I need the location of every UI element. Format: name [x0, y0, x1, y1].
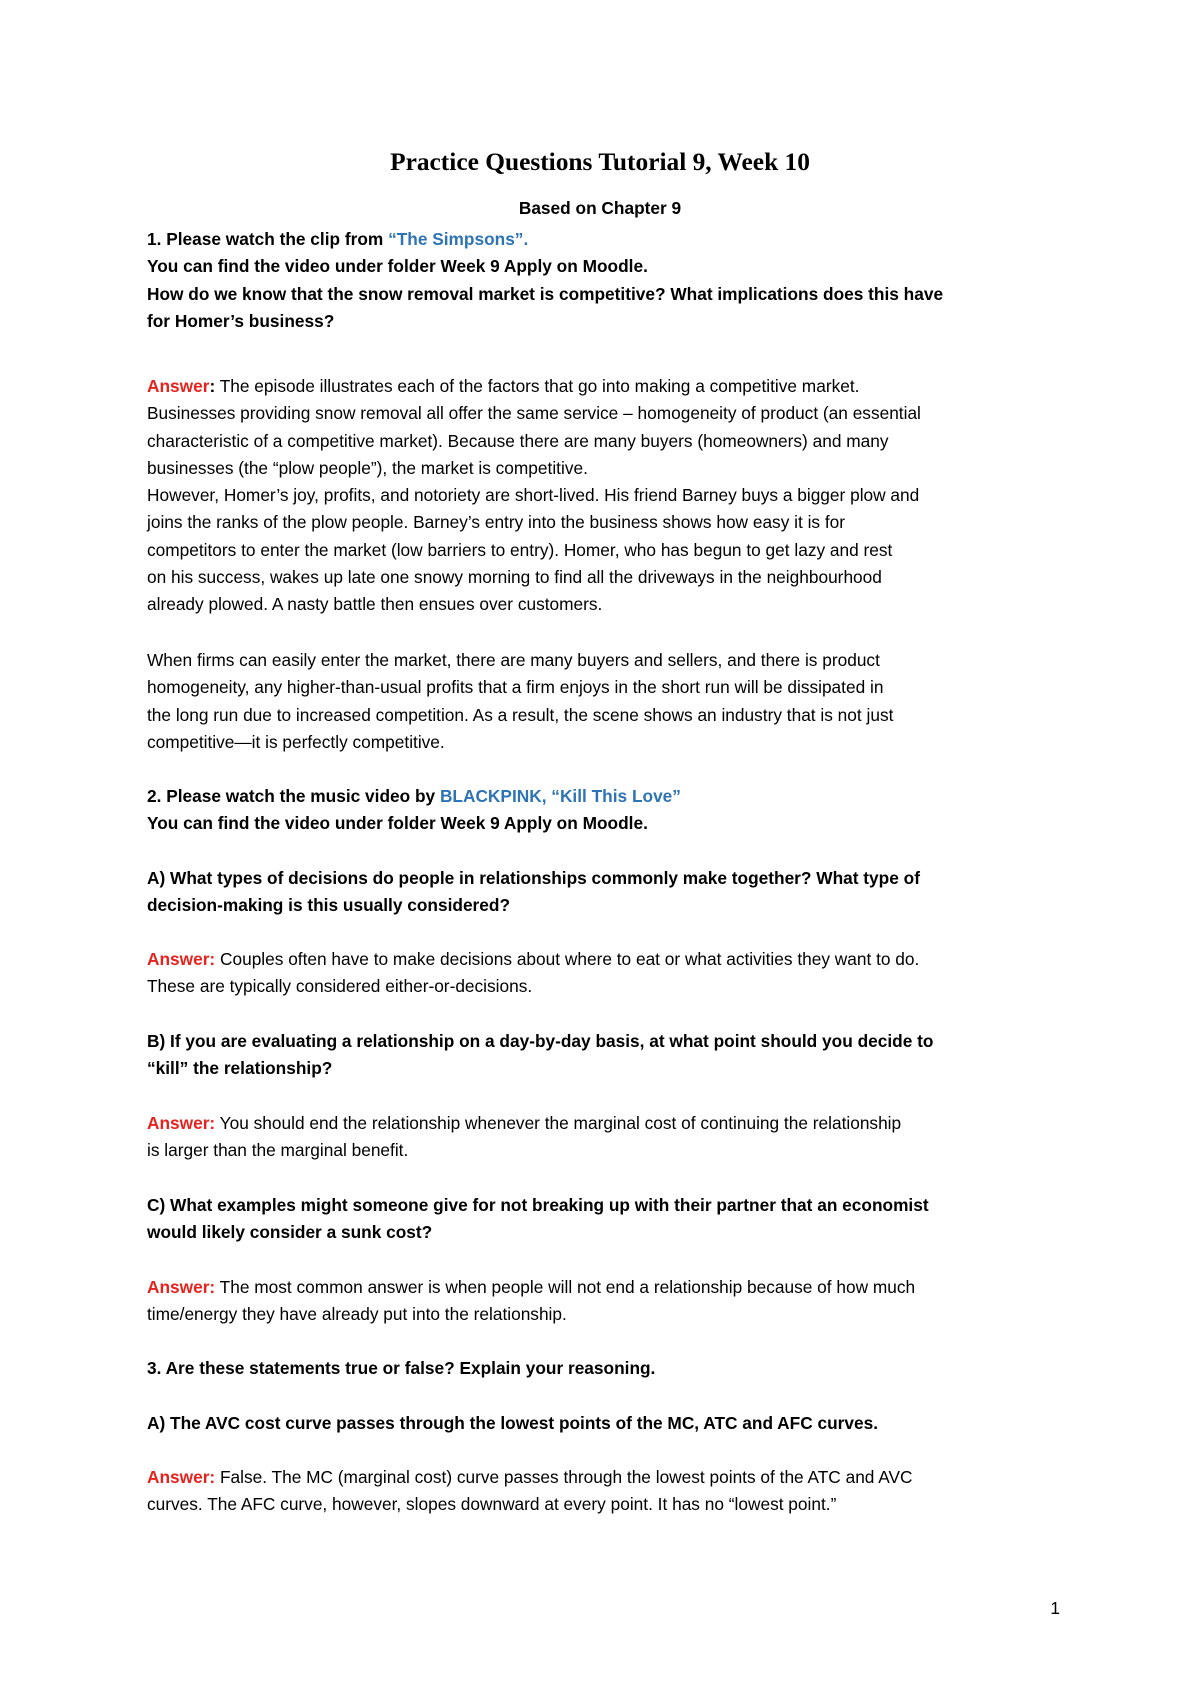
question-1: [147, 226, 1067, 335]
answer-3a: [147, 1464, 1067, 1519]
answer-label: Answer: [147, 376, 210, 396]
answer-line: [147, 1464, 1067, 1491]
blackpink-link[interactable]: BLACKPINK, “Kill This Love”: [439, 786, 681, 806]
question-3: [147, 1355, 1067, 1382]
answer-text: The episode illustrates each of the factors that go into making a competitive market.: [215, 376, 860, 396]
question-1-line: [147, 226, 1067, 253]
answer-text: Couples often have to make decisions about where to eat or what activities they want to do.: [215, 949, 920, 969]
answer-2c: [147, 1274, 1067, 1329]
answer-text: You should end the relationship whenever the marginal cost of continuing the relationship: [215, 1113, 902, 1133]
answer-text: competitive—it is perfectly competitive.: [147, 731, 445, 752]
question-1-text: 1. Please watch the clip from: [147, 229, 389, 249]
answer-1-paragraph-2: [147, 647, 1067, 756]
page-subtitle: Based on Chapter 9: [518, 198, 682, 218]
answer-colon: :: [209, 376, 216, 396]
answer-text: These are typically considered either-or-decisions.: [147, 976, 533, 997]
answer-label: Answer:: [147, 949, 216, 969]
question-text: C) What examples might someone give for not breaking up with their partner that an economist: [147, 1195, 929, 1215]
question-text: A) What types of decisions do people in relationships commonly make together? What type of: [147, 868, 920, 888]
answer-2b: [147, 1110, 1067, 1165]
question-2a: [147, 865, 1067, 920]
answer-text: is larger than the marginal benefit.: [147, 1140, 409, 1161]
answer-label: Answer:: [147, 1113, 216, 1133]
question-2c: [147, 1192, 1067, 1247]
answer-text: curves. The AFC curve, however, slopes downward at every point. It has no “lowest point.”: [147, 1494, 837, 1515]
question-2b: [147, 1028, 1067, 1083]
answer-text: homogeneity, any higher-than-usual profits that a firm enjoys in the short run will be dissipated in: [147, 677, 884, 698]
question-1-text: for Homer’s business?: [147, 310, 335, 331]
answer-label: Answer:: [147, 1467, 216, 1487]
question-2-line: [147, 783, 1067, 810]
question-1-text: You can find the video under folder Week 9 Apply on Moodle.: [147, 256, 648, 277]
answer-line: [147, 1110, 1067, 1137]
answer-text: businesses (the “plow people”), the market is competitive.: [147, 457, 588, 478]
answer-text: joins the ranks of the plow people. Barney’s entry into the business shows how easy it is for: [147, 512, 846, 533]
answer-text: already plowed. A nasty battle then ensues over customers.: [147, 594, 603, 615]
question-2: [147, 783, 1067, 838]
answer-text: When firms can easily enter the market, there are many buyers and sellers, and there is product: [147, 650, 880, 670]
answer-text: time/energy they have already put into the relationship.: [147, 1304, 567, 1325]
answer-line: [147, 946, 1067, 973]
answer-text: competitors to enter the market (low barriers to entry). Homer, who has begun to get lazy and rest: [147, 539, 893, 560]
answer-1: [147, 373, 1067, 619]
answer-label: Answer:: [147, 1277, 216, 1297]
answer-text: Businesses providing snow removal all offer the same service – homogeneity of product (an essential: [147, 403, 921, 424]
question-3a: [147, 1410, 1067, 1437]
answer-line: [147, 1274, 1067, 1301]
question-2-text: 2. Please watch the music video by: [147, 786, 440, 806]
answer-2a: [147, 946, 1067, 1001]
question-text: A) The AVC cost curve passes through the lowest points of the MC, ATC and AFC curves.: [147, 1413, 879, 1433]
page-title: Practice Questions Tutorial 9, Week 10: [390, 148, 810, 176]
question-text: would likely consider a sunk cost?: [147, 1222, 433, 1243]
page-number: 1: [1050, 1598, 1060, 1618]
answer-1-line: [147, 373, 1067, 400]
answer-text: characteristic of a competitive market). Because there are many buyers (homeowners) and many: [147, 430, 889, 451]
answer-text: The most common answer is when people will not end a relationship because of how much: [215, 1277, 916, 1297]
answer-text: However, Homer’s joy, profits, and notoriety are short-lived. His friend Barney buys a bigger plow and: [147, 485, 920, 506]
answer-text: the long run due to increased competition. As a result, the scene shows an industry that is not just: [147, 704, 894, 725]
simpsons-link[interactable]: “The Simpsons”.: [388, 229, 529, 249]
question-2-text: You can find the video under folder Week 9 Apply on Moodle.: [147, 813, 648, 834]
question-text: “kill” the relationship?: [147, 1058, 333, 1079]
answer-text: on his success, wakes up late one snowy morning to find all the driveways in the neighbourhood: [147, 567, 882, 588]
question-3-heading: 3. Are these statements true or false? Explain your reasoning.: [147, 1358, 656, 1378]
question-text: decision-making is this usually considered?: [147, 895, 510, 916]
question-text: B) If you are evaluating a relationship on a day-by-day basis, at what point should you decide to: [147, 1031, 934, 1051]
question-1-text: How do we know that the snow removal market is competitive? What implications does this have: [147, 283, 944, 304]
answer-text: False. The MC (marginal cost) curve passes through the lowest points of the ATC and AVC: [215, 1467, 913, 1487]
